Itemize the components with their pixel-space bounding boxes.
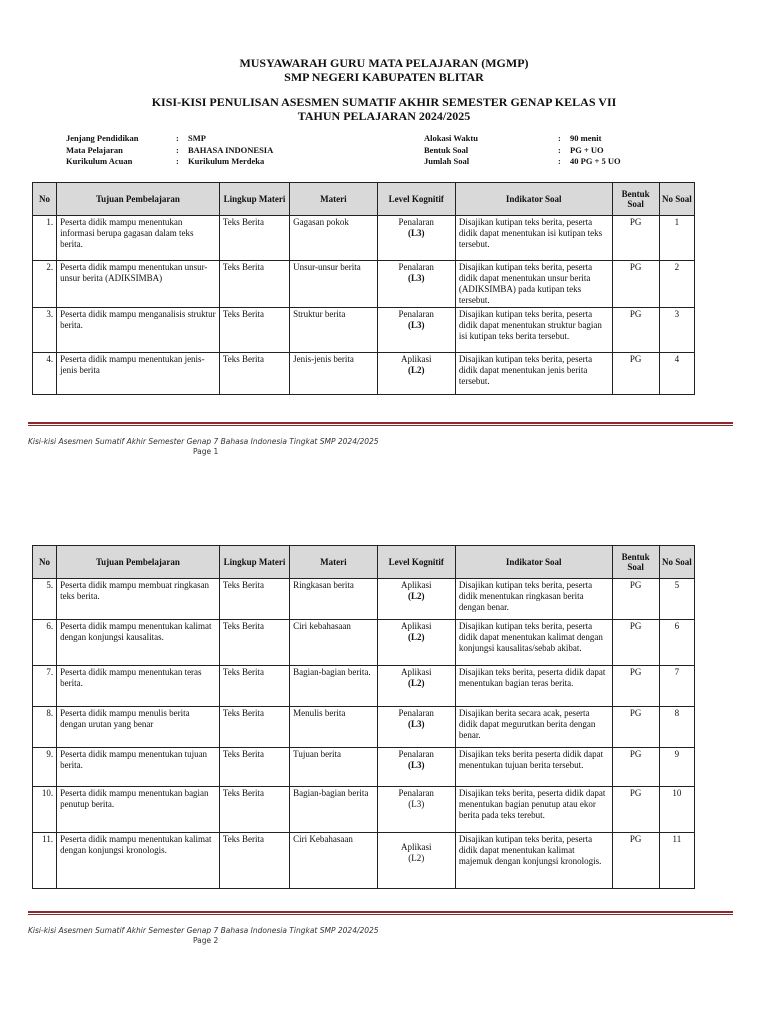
page-divider-rule bbox=[28, 911, 733, 915]
cell-no-soal: 3 bbox=[659, 308, 694, 353]
info-value: PG + UO bbox=[570, 144, 604, 155]
cell-bentuk: PG bbox=[612, 666, 659, 707]
cell-lingkup: Teks Berita bbox=[219, 308, 289, 353]
cell-indikator: Disajikan kutipan teks berita, peserta didik dapat menentukan kalimat majemuk dengan konjungsi kronologis. bbox=[455, 833, 612, 889]
info-sep: : bbox=[558, 156, 561, 166]
col-header-no: No bbox=[33, 546, 57, 579]
col-header-bentuk: Bentuk Soal bbox=[612, 183, 659, 216]
cell-bentuk: PG bbox=[612, 261, 659, 308]
level-name: Aplikasi bbox=[400, 354, 432, 364]
cell-indikator: Disajikan teks berita peserta didik dapat menentukan tujuan berita tersebut. bbox=[455, 748, 612, 787]
col-header-no: No bbox=[33, 183, 57, 216]
cell-level bbox=[377, 579, 455, 620]
cell-materi: Gagasan pokok bbox=[290, 216, 377, 261]
cell-lingkup: Teks Berita bbox=[219, 353, 289, 395]
info-left bbox=[66, 133, 273, 168]
cell-materi: Struktur berita bbox=[290, 308, 377, 353]
document-heading-org bbox=[0, 56, 768, 84]
col-header-no-soal: No Soal bbox=[659, 546, 694, 579]
level-name: Aplikasi bbox=[400, 842, 432, 852]
cell-no: 11. bbox=[33, 833, 57, 889]
level-name: Penalaran bbox=[398, 309, 434, 319]
level-name: Penalaran bbox=[398, 217, 434, 227]
cell-tujuan: Peserta didik mampu menentukan jenis-jenis berita bbox=[57, 353, 220, 395]
info-value: SMP bbox=[188, 133, 206, 143]
cell-tujuan: Peserta didik mampu menentukan unsur-unsur berita (ADIKSIMBA) bbox=[57, 261, 220, 308]
cell-materi: Tujuan berita bbox=[290, 748, 377, 787]
table-row bbox=[33, 666, 695, 707]
info-row bbox=[66, 156, 273, 168]
level-code: (L2) bbox=[407, 678, 425, 688]
col-header-lingkup: Lingkup Materi bbox=[219, 183, 289, 216]
info-row bbox=[66, 145, 273, 157]
document-heading-title bbox=[0, 95, 768, 123]
cell-tujuan: Peserta didik mampu menentukan kalimat dengan konjungsi kausalitas. bbox=[57, 620, 220, 666]
cell-no: 4. bbox=[33, 353, 57, 395]
info-row bbox=[424, 156, 621, 168]
level-name: Aplikasi bbox=[400, 621, 432, 631]
cell-materi: Ciri kebahasaan bbox=[290, 620, 377, 666]
cell-bentuk: PG bbox=[612, 707, 659, 748]
cell-bentuk: PG bbox=[612, 579, 659, 620]
cell-bentuk: PG bbox=[612, 787, 659, 833]
kisi-table-page-1 bbox=[32, 182, 695, 395]
info-value: 40 PG + 5 UO bbox=[570, 156, 621, 166]
cell-indikator: Disajikan teks berita, peserta didik dapat menentukan bagian penutup atau ekor berita pada teks terebut. bbox=[455, 787, 612, 833]
level-name: Aplikasi bbox=[400, 667, 432, 677]
table-row bbox=[33, 216, 695, 261]
col-header-level: Level Kognitif bbox=[377, 546, 455, 579]
cell-no-soal: 6 bbox=[659, 620, 694, 666]
cell-materi: Unsur-unsur berita bbox=[290, 261, 377, 308]
table-row bbox=[33, 620, 695, 666]
cell-materi: Ciri Kebahasaan bbox=[290, 833, 377, 889]
cell-no: 5. bbox=[33, 579, 57, 620]
cell-lingkup: Teks Berita bbox=[219, 748, 289, 787]
cell-lingkup: Teks Berita bbox=[219, 787, 289, 833]
cell-no: 3. bbox=[33, 308, 57, 353]
cell-bentuk: PG bbox=[612, 308, 659, 353]
table-header-row bbox=[33, 183, 695, 216]
col-header-indikator: Indikator Soal bbox=[455, 183, 612, 216]
cell-lingkup: Teks Berita bbox=[219, 707, 289, 748]
level-code: (L3) bbox=[407, 760, 425, 770]
table-row bbox=[33, 748, 695, 787]
info-key: Mata Pelajaran bbox=[66, 144, 123, 155]
cell-no: 7. bbox=[33, 666, 57, 707]
cell-no-soal: 9 bbox=[659, 748, 694, 787]
table-row bbox=[33, 353, 695, 395]
cell-materi: Jenis-jenis berita bbox=[290, 353, 377, 395]
heading-line-4: TAHUN PELAJARAN 2024/2025 bbox=[297, 109, 471, 123]
info-sep: : bbox=[558, 144, 561, 155]
info-row bbox=[424, 133, 621, 145]
kisi-table-page-2 bbox=[32, 545, 695, 889]
cell-no: 6. bbox=[33, 620, 57, 666]
cell-lingkup: Teks Berita bbox=[219, 261, 289, 308]
cell-tujuan: Peserta didik mampu menentukan bagian penutup berita. bbox=[57, 787, 220, 833]
heading-line-2: SMP NEGERI KABUPATEN BLITAR bbox=[284, 70, 484, 84]
cell-bentuk: PG bbox=[612, 748, 659, 787]
page-divider-rule bbox=[28, 422, 733, 426]
cell-indikator: Disajikan teks berita, peserta didik dapat menentukan bagian teras berita. bbox=[455, 666, 612, 707]
col-header-level: Level Kognitif bbox=[377, 183, 455, 216]
cell-no-soal: 1 bbox=[659, 216, 694, 261]
level-name: Penalaran bbox=[398, 749, 434, 759]
table-row bbox=[33, 579, 695, 620]
info-row bbox=[424, 145, 621, 157]
col-header-materi: Materi bbox=[290, 183, 377, 216]
cell-no: 9. bbox=[33, 748, 57, 787]
col-header-no-soal: No Soal bbox=[659, 183, 694, 216]
cell-lingkup: Teks Berita bbox=[219, 216, 289, 261]
table-row bbox=[33, 833, 695, 889]
cell-level bbox=[377, 748, 455, 787]
col-header-tujuan: Tujuan Pembelajaran bbox=[57, 546, 220, 579]
cell-no-soal: 11 bbox=[659, 833, 694, 889]
cell-no: 2. bbox=[33, 261, 57, 308]
cell-level bbox=[377, 353, 455, 395]
cell-tujuan: Peserta didik mampu menganalisis struktur berita. bbox=[57, 308, 220, 353]
level-code: (L2) bbox=[407, 632, 425, 642]
cell-no-soal: 4 bbox=[659, 353, 694, 395]
cell-materi: Bagian-bagian berita bbox=[290, 787, 377, 833]
cell-level bbox=[377, 787, 455, 833]
cell-tujuan: Peserta didik mampu menentukan informasi berupa gagasan dalam teks berita. bbox=[57, 216, 220, 261]
cell-level bbox=[377, 620, 455, 666]
col-header-bentuk: Bentuk Soal bbox=[612, 546, 659, 579]
info-key: Kurikulum Acuan bbox=[66, 156, 133, 166]
cell-indikator: Disajikan kutipan teks berita, peserta didik dapat menentukan isi kutipan teks tersebut. bbox=[455, 216, 612, 261]
cell-bentuk: PG bbox=[612, 353, 659, 395]
cell-no: 8. bbox=[33, 707, 57, 748]
cell-indikator: Disajikan kutipan teks berita, peserta didik dapat menentukan kalimat dengan konjungsi kausalitas/sebab akibat. bbox=[455, 620, 612, 666]
cell-materi: Ringkasan berita bbox=[290, 579, 377, 620]
cell-indikator: Disajikan kutipan teks berita, peserta didik dapat menentukan unsur berita (ADIKSIMBA) pada kutipan teks tersebut. bbox=[455, 261, 612, 308]
cell-bentuk: PG bbox=[612, 216, 659, 261]
cell-materi: Bagian-bagian berita. bbox=[290, 666, 377, 707]
col-header-lingkup: Lingkup Materi bbox=[219, 546, 289, 579]
info-sep: : bbox=[176, 133, 179, 143]
cell-lingkup: Teks Berita bbox=[219, 833, 289, 889]
info-sep: : bbox=[176, 144, 179, 155]
cell-no: 1. bbox=[33, 216, 57, 261]
cell-tujuan: Peserta didik mampu membuat ringkasan teks berita. bbox=[57, 579, 220, 620]
cell-lingkup: Teks Berita bbox=[219, 666, 289, 707]
col-header-tujuan: Tujuan Pembelajaran bbox=[57, 183, 220, 216]
cell-indikator: Disajikan berita secara acak, peserta didik dapat megurutkan berita dengan benar. bbox=[455, 707, 612, 748]
info-key: Alokasi Waktu bbox=[424, 133, 478, 143]
table-header-row bbox=[33, 546, 695, 579]
table-row bbox=[33, 261, 695, 308]
cell-no-soal: 8 bbox=[659, 707, 694, 748]
info-sep: : bbox=[176, 156, 179, 166]
cell-indikator: Disajikan kutipan teks berita, peserta didik menentukan ringkasan berita dengan benar. bbox=[455, 579, 612, 620]
cell-bentuk: PG bbox=[612, 833, 659, 889]
cell-level bbox=[377, 261, 455, 308]
info-key: Jenjang Pendidikan bbox=[66, 133, 139, 143]
cell-level bbox=[377, 216, 455, 261]
level-name: Penalaran bbox=[398, 262, 434, 272]
heading-line-3: KISI-KISI PENULISAN ASESMEN SUMATIF AKHIR SEMESTER GENAP KELAS VII bbox=[151, 95, 617, 109]
page-number: Page 2 bbox=[193, 936, 219, 945]
info-key: Jumlah Soal bbox=[424, 156, 470, 166]
level-code: (L2) bbox=[407, 591, 425, 601]
cell-level bbox=[377, 666, 455, 707]
info-sep: : bbox=[558, 133, 561, 143]
cell-indikator: Disajikan kutipan teks berita, peserta didik dapat menentukan struktur bagian isi kutipan teks berita tersebut. bbox=[455, 308, 612, 353]
level-code: (L2) bbox=[408, 853, 425, 863]
cell-bentuk: PG bbox=[612, 620, 659, 666]
level-code: (L3) bbox=[407, 320, 425, 330]
page-number: Page 1 bbox=[193, 447, 219, 456]
cell-no-soal: 10 bbox=[659, 787, 694, 833]
info-key: Bentuk Soal bbox=[424, 144, 469, 155]
page-footer-text: Kisi-kisi Asesmen Sumatif Akhir Semester Genap 7 Bahasa Indonesia Tingkat SMP 2024/2025 bbox=[28, 437, 379, 446]
level-name: Penalaran bbox=[398, 788, 434, 798]
cell-no-soal: 7 bbox=[659, 666, 694, 707]
col-header-materi: Materi bbox=[290, 546, 377, 579]
info-row bbox=[66, 133, 273, 145]
cell-level bbox=[377, 707, 455, 748]
info-right bbox=[424, 133, 621, 168]
info-value: Kurikulum Merdeka bbox=[188, 156, 265, 166]
table-row bbox=[33, 707, 695, 748]
col-header-indikator: Indikator Soal bbox=[455, 546, 612, 579]
info-value: 90 menit bbox=[570, 133, 602, 143]
cell-tujuan: Peserta didik mampu menentukan kalimat dengan konjungsi kronologis. bbox=[57, 833, 220, 889]
cell-level bbox=[377, 308, 455, 353]
level-name: Penalaran bbox=[398, 708, 434, 718]
cell-level bbox=[377, 833, 455, 889]
level-code: (L3) bbox=[407, 228, 425, 238]
cell-tujuan: Peserta didik mampu menentukan tujuan berita. bbox=[57, 748, 220, 787]
level-code: (L2) bbox=[407, 365, 425, 375]
table-row bbox=[33, 308, 695, 353]
table-row bbox=[33, 787, 695, 833]
info-value: BAHASA INDONESIA bbox=[188, 144, 274, 155]
level-code: (L3) bbox=[407, 719, 425, 729]
cell-indikator: Disajikan kutipan teks berita, peserta didik dapat menentukan jenis berita tersebut. bbox=[455, 353, 612, 395]
cell-no-soal: 2 bbox=[659, 261, 694, 308]
page-footer-text: Kisi-kisi Asesmen Sumatif Akhir Semester Genap 7 Bahasa Indonesia Tingkat SMP 2024/2025 bbox=[28, 926, 379, 935]
level-code: (L3) bbox=[408, 799, 425, 809]
cell-tujuan: Peserta didik mampu menulis berita dengan urutan yang benar bbox=[57, 707, 220, 748]
cell-no: 10. bbox=[33, 787, 57, 833]
level-name: Aplikasi bbox=[400, 580, 432, 590]
cell-tujuan: Peserta didik mampu menentukan teras berita. bbox=[57, 666, 220, 707]
level-code: (L3) bbox=[407, 273, 425, 283]
cell-lingkup: Teks Berita bbox=[219, 620, 289, 666]
cell-no-soal: 5 bbox=[659, 579, 694, 620]
cell-lingkup: Teks Berita bbox=[219, 579, 289, 620]
heading-line-1: MUSYAWARAH GURU MATA PELAJARAN (MGMP) bbox=[239, 56, 529, 70]
cell-materi: Menulis berita bbox=[290, 707, 377, 748]
